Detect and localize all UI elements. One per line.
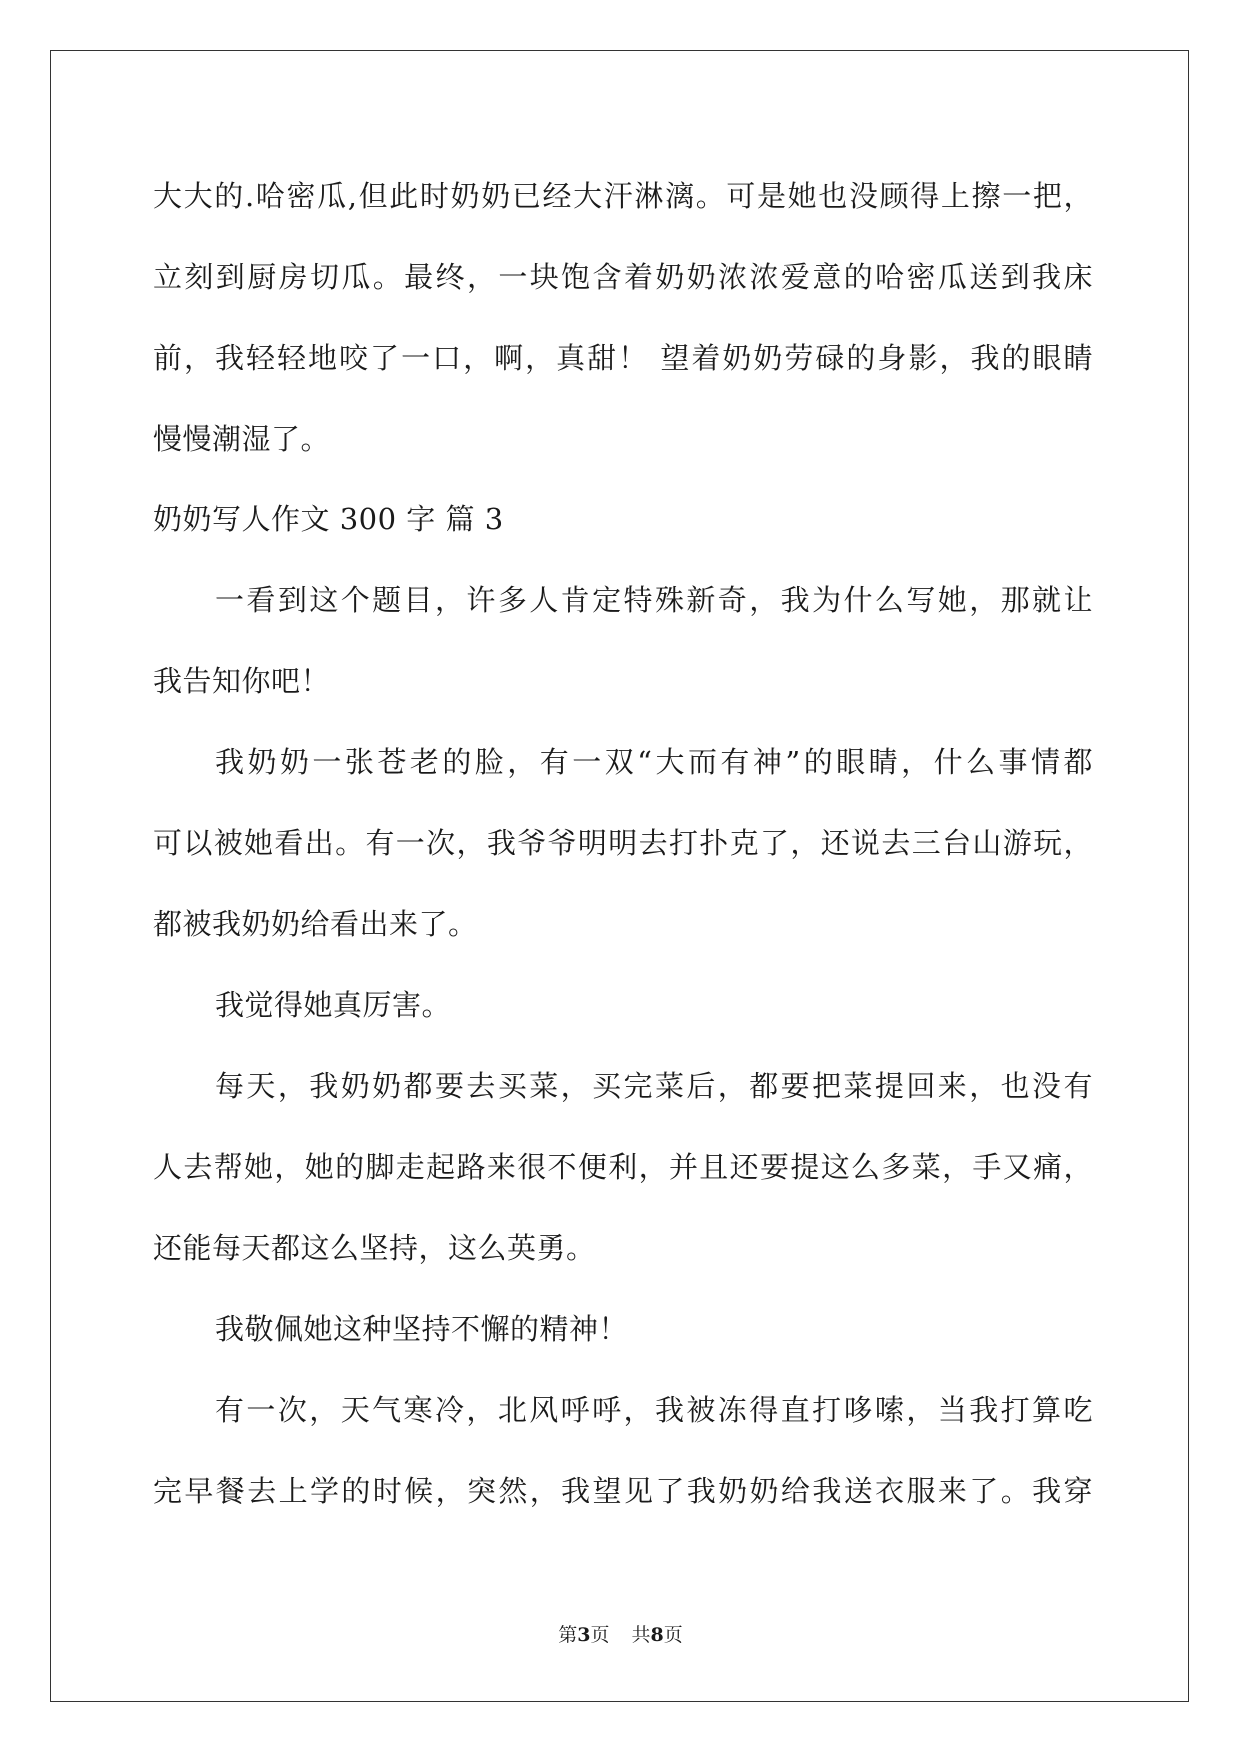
text-line: 都被我奶奶给看出来了。: [153, 907, 478, 941]
text-line: 前，我轻轻地咬了一口，啊，真甜！ 望着奶奶劳碌的身影，我的眼睛: [153, 341, 1093, 375]
paragraph-line: 我敬佩她这种坚持不懈的精神！: [215, 1312, 629, 1346]
text-line: 人去帮她，她的脚走起路来很不便利，并且还要提这么多菜，手又痛，: [153, 1150, 1093, 1184]
paragraph-line: 我奶奶一张苍老的脸，有一双“大而有神”的眼睛，什么事情都: [215, 745, 1093, 779]
page-border: [50, 50, 1189, 1702]
paragraph-line: 我觉得她真厉害。: [215, 988, 452, 1022]
section-heading: 奶奶写人作文 300 字 篇 3: [153, 502, 504, 536]
footer-total-prefix: 共: [631, 1624, 651, 1646]
text-line: 完早餐去上学的时候，突然，我望见了我奶奶给我送衣服来了。我穿: [153, 1474, 1093, 1508]
total-page-count: 8: [650, 1624, 664, 1646]
text-line: 慢慢潮湿了。: [153, 422, 331, 456]
page-footer: [0, 1622, 1241, 1648]
text-line: 我告知你吧！: [153, 664, 331, 698]
paragraph-line: 一看到这个题目，许多人肯定特殊新奇，我为什么写她，那就让: [215, 583, 1093, 617]
text-line: 还能每天都这么坚持，这么英勇。: [153, 1231, 596, 1265]
footer-page-suffix: 页: [590, 1624, 610, 1646]
paragraph-line: 有一次，天气寒冷，北风呼呼，我被冻得直打哆嗦，当我打算吃: [215, 1393, 1093, 1427]
text-line: 大大的.哈密瓜,但此时奶奶已经大汗淋漓。可是她也没顾得上擦一把，: [153, 179, 1093, 213]
current-page-number: 3: [577, 1624, 591, 1646]
paragraph-line: 每天，我奶奶都要去买菜，买完菜后，都要把菜提回来，也没有: [215, 1069, 1093, 1103]
footer-total-suffix: 页: [663, 1624, 683, 1646]
text-line: 可以被她看出。有一次，我爷爷明明去打扑克了，还说去三台山游玩，: [153, 826, 1093, 860]
text-line: 立刻到厨房切瓜。最终，一块饱含着奶奶浓浓爱意的哈密瓜送到我床: [153, 260, 1093, 294]
footer-prefix: 第: [558, 1624, 578, 1646]
